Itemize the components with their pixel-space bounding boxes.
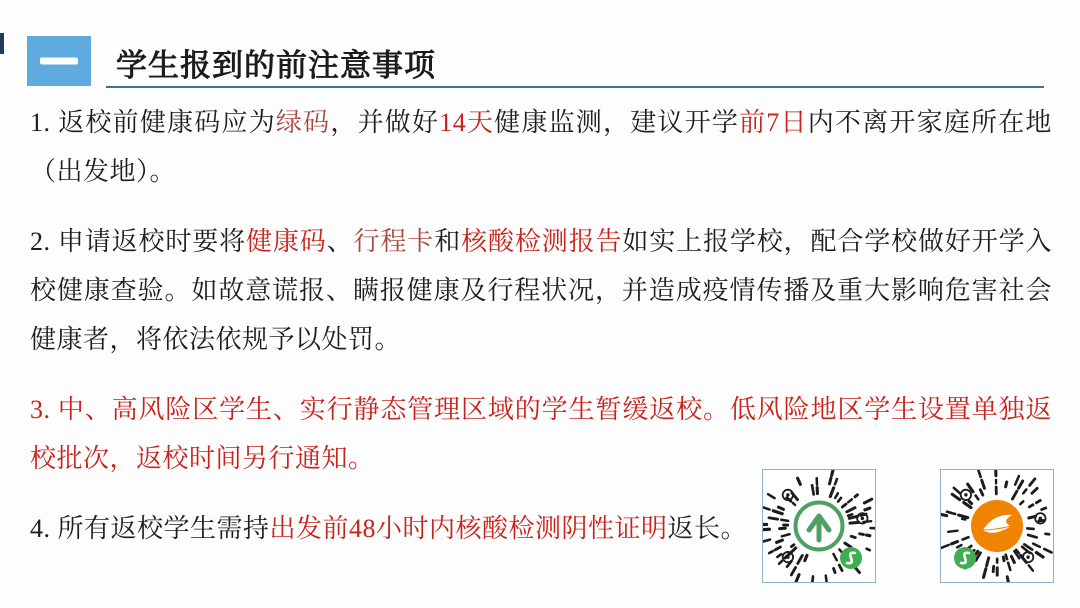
text-segment: 3. 中、高风险区学生、实行静态管理区域的学生暂缓返校。低风险地区学生设置单独返校批次，返校时间另行通知。 [30, 395, 1052, 473]
text-segment: 行程卡 [353, 227, 435, 256]
text-segment: ，并做好 [330, 108, 440, 137]
text-segment: 返长。 [667, 514, 748, 543]
qr-code-row [762, 469, 1054, 587]
text-segment: 前7日 [739, 108, 808, 137]
text-segment: 健康监测，建议开学 [494, 108, 740, 137]
orange-bird-trip-qr [940, 469, 1054, 583]
text-segment: 14天 [439, 108, 495, 137]
text-segment: 如实上报学校，配合学校做好开学入校健康查验。如故意谎报、瞒报健康及行程状况，并造成疫情传播及重大影响危害社会健康者，将依法依规予以处罚。 [30, 227, 1052, 354]
text-segment: 内不离开家庭所在地（出发地）。 [30, 108, 1052, 186]
text-segment: 、 [326, 227, 354, 256]
qr-graphic [763, 470, 875, 582]
paragraph [30, 98, 1052, 196]
section-number-box [27, 36, 91, 86]
paragraph [30, 217, 1052, 364]
slide-title: 学生报到的前注意事项 [116, 48, 436, 83]
text-segment: 1. 返校前健康码应为 [30, 108, 276, 137]
text-segment: 核酸检测报告 [461, 227, 623, 256]
qr-graphic [941, 470, 1053, 582]
section-one-dash-icon [40, 58, 78, 65]
text-segment: 4. 所有返校学生需持 [30, 514, 270, 543]
text-segment: 健康码 [246, 227, 327, 256]
text-segment: 绿码 [275, 108, 331, 137]
text-segment: 2. 申请返校时要将 [30, 227, 247, 256]
green-arrow-health-qr [762, 469, 876, 583]
left-edge-mark [0, 33, 4, 54]
text-segment: 和 [434, 227, 462, 256]
text-segment: 出发前48小时内核酸检测阴性证明 [269, 514, 668, 543]
title-underline [106, 86, 1044, 88]
